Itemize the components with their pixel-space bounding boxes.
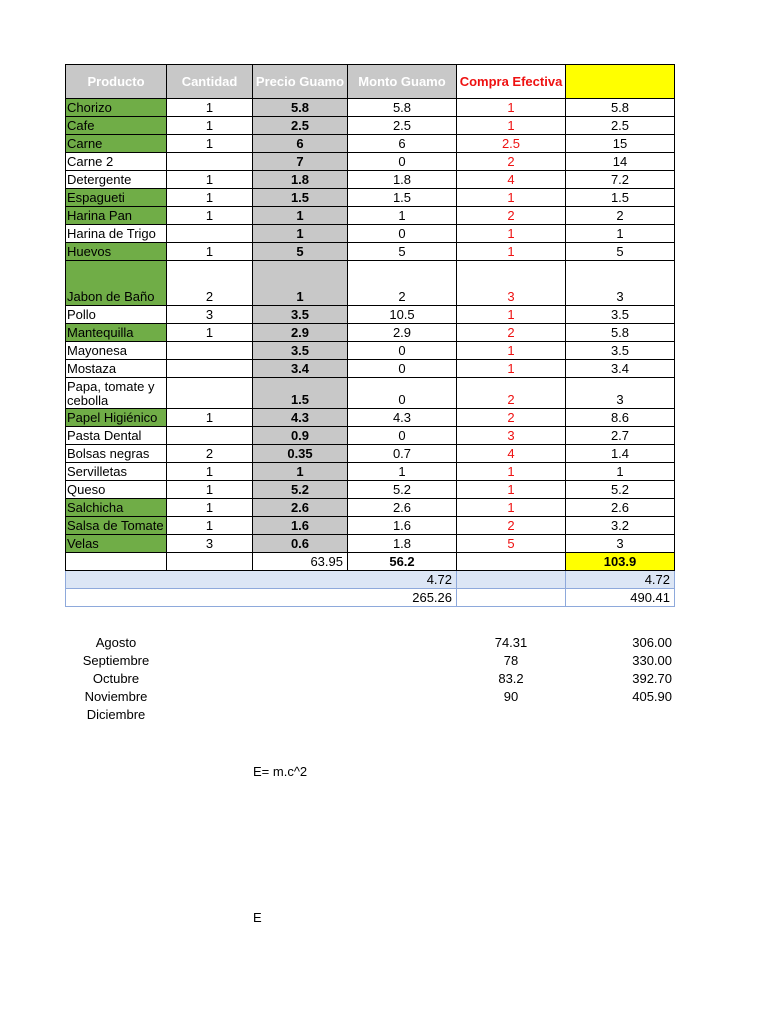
precio-cell[interactable]: 1.6 [253, 517, 348, 535]
monto-cell[interactable]: 0.7 [348, 445, 457, 463]
month-value-1[interactable]: 90 [503, 689, 519, 704]
monto-cell[interactable]: 2.5 [348, 117, 457, 135]
product-cell[interactable]: Mayonesa [66, 342, 167, 360]
conv-left-cell[interactable]: 265.26 [66, 589, 457, 607]
cantidad-cell[interactable]: 1 [167, 481, 253, 499]
precio-cell[interactable]: 3.5 [253, 306, 348, 324]
total-cell[interactable]: 3.5 [566, 342, 675, 360]
table-row [66, 360, 675, 378]
total-cell[interactable]: 1 [566, 225, 675, 243]
precio-sum-cell[interactable]: 63.95 [253, 553, 348, 571]
table-row [66, 342, 675, 360]
cantidad-cell[interactable]: 1 [167, 499, 253, 517]
compra-cell[interactable]: 2 [457, 378, 566, 409]
total-cell[interactable]: 15 [566, 135, 675, 153]
product-cell[interactable]: Mantequilla [66, 324, 167, 342]
total-cell[interactable]: 3.2 [566, 517, 675, 535]
rate-row [66, 571, 675, 589]
cantidad-cell[interactable]: 1 [167, 409, 253, 427]
monto-cell[interactable]: 0 [348, 225, 457, 243]
cantidad-cell[interactable]: 1 [167, 207, 253, 225]
monto-cell[interactable]: 1.8 [348, 535, 457, 553]
cantidad-cell[interactable]: 2 [167, 261, 253, 306]
precio-cell[interactable]: 2.5 [253, 117, 348, 135]
month-value-2[interactable]: 405.90 [632, 689, 672, 704]
total-cell[interactable]: 1.5 [566, 189, 675, 207]
product-cell[interactable]: Cafe [66, 117, 167, 135]
product-cell[interactable]: Salsa de Tomate [66, 517, 167, 535]
cantidad-cell[interactable]: 1 [167, 117, 253, 135]
cantidad-cell[interactable]: 1 [167, 243, 253, 261]
precio-cell[interactable]: 2.6 [253, 499, 348, 517]
table-row [66, 535, 675, 553]
compra-cell[interactable]: 3 [457, 261, 566, 306]
cantidad-cell[interactable]: 1 [167, 463, 253, 481]
total-cell[interactable]: 2.6 [566, 499, 675, 517]
product-cell[interactable]: Papel Higiénico [66, 409, 167, 427]
product-cell[interactable]: Queso [66, 481, 167, 499]
table-row [66, 427, 675, 445]
precio-cell[interactable]: 1 [253, 207, 348, 225]
product-cell[interactable]: Pasta Dental [66, 427, 167, 445]
product-cell[interactable]: Papa, tomate y cebolla [66, 378, 167, 409]
header-row [66, 65, 675, 99]
cantidad-cell[interactable]: 1 [167, 517, 253, 535]
compra-cell[interactable]: 2 [457, 409, 566, 427]
table-row [66, 117, 675, 135]
product-cell[interactable]: Huevos [66, 243, 167, 261]
compra-cell[interactable]: 3 [457, 427, 566, 445]
table-row [66, 499, 675, 517]
compra-cell[interactable]: 4 [457, 171, 566, 189]
month-value-1[interactable]: 78 [503, 653, 519, 668]
table-row [66, 261, 675, 306]
table-row [66, 171, 675, 189]
compra-cell[interactable]: 1 [457, 306, 566, 324]
total-cell[interactable]: 5.2 [566, 481, 675, 499]
totals-empty-1[interactable] [66, 553, 167, 571]
monto-cell[interactable]: 10.5 [348, 306, 457, 324]
total-cell[interactable]: 3.5 [566, 306, 675, 324]
product-cell[interactable]: Harina de Trigo [66, 225, 167, 243]
cantidad-cell[interactable] [167, 225, 253, 243]
table-row [66, 463, 675, 481]
precio-cell[interactable]: 0.6 [253, 535, 348, 553]
precio-cell[interactable]: 1.5 [253, 378, 348, 409]
cantidad-cell[interactable] [167, 427, 253, 445]
total-cell[interactable]: 3 [566, 261, 675, 306]
product-cell[interactable]: Chorizo [66, 99, 167, 117]
precio-cell[interactable]: 3.4 [253, 360, 348, 378]
cantidad-cell[interactable]: 3 [167, 306, 253, 324]
total-cell[interactable]: 1 [566, 463, 675, 481]
compra-cell[interactable]: 2.5 [457, 135, 566, 153]
product-cell[interactable]: Salchicha [66, 499, 167, 517]
product-cell[interactable]: Pollo [66, 306, 167, 324]
precio-cell[interactable]: 7 [253, 153, 348, 171]
precio-cell[interactable]: 5 [253, 243, 348, 261]
monto-cell[interactable]: 6 [348, 135, 457, 153]
header-compra[interactable]: Compra Efectiva [457, 65, 566, 99]
precio-cell[interactable]: 1 [253, 225, 348, 243]
compra-cell[interactable]: 1 [457, 499, 566, 517]
header-precio[interactable]: Precio Guamo [253, 65, 348, 99]
monto-cell[interactable]: 1.5 [348, 189, 457, 207]
total-cell[interactable]: 2 [566, 207, 675, 225]
precio-cell[interactable]: 4.3 [253, 409, 348, 427]
spreadsheet-table [65, 64, 675, 607]
month-name[interactable]: Diciembre [86, 707, 146, 722]
monto-cell[interactable]: 0 [348, 342, 457, 360]
table-row [66, 481, 675, 499]
month-name[interactable]: Septiembre [82, 653, 150, 668]
table-row [66, 225, 675, 243]
header-cantidad[interactable]: Cantidad [167, 65, 253, 99]
header-extra[interactable] [566, 65, 675, 99]
month-value-2[interactable]: 330.00 [632, 653, 672, 668]
table-row [66, 378, 675, 409]
precio-cell[interactable]: 1 [253, 261, 348, 306]
table-row [66, 306, 675, 324]
cantidad-cell[interactable] [167, 378, 253, 409]
month-name[interactable]: Octubre [92, 671, 140, 686]
total-cell[interactable]: 7.2 [566, 171, 675, 189]
cantidad-cell[interactable]: 1 [167, 189, 253, 207]
precio-cell[interactable]: 1.8 [253, 171, 348, 189]
table-row [66, 153, 675, 171]
month-row [66, 652, 686, 670]
month-value-1[interactable]: 83.2 [498, 671, 524, 686]
precio-cell[interactable]: 3.5 [253, 342, 348, 360]
total-cell[interactable]: 2.5 [566, 117, 675, 135]
compra-cell[interactable]: 1 [457, 99, 566, 117]
month-name[interactable]: Noviembre [84, 689, 148, 704]
compra-cell[interactable]: 4 [457, 445, 566, 463]
conv-right-cell[interactable]: 490.41 [566, 589, 675, 607]
product-cell[interactable]: Espagueti [66, 189, 167, 207]
precio-cell[interactable]: 0.9 [253, 427, 348, 445]
rate-empty[interactable] [457, 571, 566, 589]
total-cell[interactable]: 5.8 [566, 324, 675, 342]
compra-cell[interactable]: 1 [457, 243, 566, 261]
compra-cell[interactable]: 2 [457, 517, 566, 535]
month-name[interactable]: Agosto [95, 635, 137, 650]
month-value-2[interactable]: 306.00 [632, 635, 672, 650]
total-cell[interactable]: 3 [566, 378, 675, 409]
conversion-row [66, 589, 675, 607]
monto-cell[interactable]: 1 [348, 207, 457, 225]
cantidad-cell[interactable] [167, 153, 253, 171]
total-cell[interactable]: 1.4 [566, 445, 675, 463]
product-cell[interactable]: Detergente [66, 171, 167, 189]
monto-cell[interactable]: 0 [348, 427, 457, 445]
cantidad-cell[interactable] [167, 342, 253, 360]
compra-cell[interactable]: 1 [457, 463, 566, 481]
compra-cell[interactable]: 2 [457, 324, 566, 342]
monto-cell[interactable]: 1 [348, 463, 457, 481]
header-monto[interactable]: Monto Guamo [348, 65, 457, 99]
monthly-summary [66, 634, 686, 724]
table-row [66, 445, 675, 463]
compra-cell[interactable]: 1 [457, 117, 566, 135]
header-producto[interactable]: Producto [66, 65, 167, 99]
compra-cell[interactable]: 2 [457, 153, 566, 171]
product-cell[interactable]: Harina Pan [66, 207, 167, 225]
total-cell[interactable]: 2.7 [566, 427, 675, 445]
month-value-2[interactable]: 392.70 [632, 671, 672, 686]
month-row [66, 670, 686, 688]
precio-cell[interactable]: 1 [253, 463, 348, 481]
totals-row [66, 553, 675, 571]
monto-cell[interactable]: 5 [348, 243, 457, 261]
monto-cell[interactable]: 0 [348, 360, 457, 378]
compra-cell[interactable]: 1 [457, 342, 566, 360]
month-value-1[interactable]: 74.31 [494, 635, 528, 650]
compra-cell[interactable]: 2 [457, 207, 566, 225]
precio-cell[interactable]: 5.8 [253, 99, 348, 117]
precio-cell[interactable]: 1.5 [253, 189, 348, 207]
table-row [66, 135, 675, 153]
total-cell[interactable]: 5.8 [566, 99, 675, 117]
compra-cell[interactable]: 1 [457, 481, 566, 499]
table-row [66, 409, 675, 427]
conv-empty[interactable] [457, 589, 566, 607]
table-row [66, 207, 675, 225]
precio-cell[interactable]: 6 [253, 135, 348, 153]
monto-cell[interactable]: 4.3 [348, 409, 457, 427]
table-row [66, 189, 675, 207]
total-sum-cell[interactable]: 103.9 [566, 553, 675, 571]
table-row [66, 324, 675, 342]
total-cell[interactable]: 8.6 [566, 409, 675, 427]
product-cell[interactable]: Carne [66, 135, 167, 153]
monto-cell[interactable]: 5.2 [348, 481, 457, 499]
product-cell[interactable]: Carne 2 [66, 153, 167, 171]
product-cell[interactable]: Velas [66, 535, 167, 553]
table-row [66, 517, 675, 535]
formula-text-2[interactable]: E [253, 910, 262, 925]
monto-cell[interactable]: 1.8 [348, 171, 457, 189]
product-cell[interactable]: Jabon de Baño [66, 261, 167, 306]
cantidad-cell[interactable]: 1 [167, 99, 253, 117]
cantidad-cell[interactable]: 2 [167, 445, 253, 463]
compra-cell[interactable]: 1 [457, 360, 566, 378]
compra-cell[interactable]: 1 [457, 189, 566, 207]
cantidad-cell[interactable] [167, 360, 253, 378]
total-cell[interactable]: 14 [566, 153, 675, 171]
totals-empty-2[interactable] [167, 553, 253, 571]
total-cell[interactable]: 3.4 [566, 360, 675, 378]
month-row [66, 688, 686, 706]
monto-cell[interactable]: 2.6 [348, 499, 457, 517]
total-cell[interactable]: 3 [566, 535, 675, 553]
cantidad-cell[interactable]: 1 [167, 324, 253, 342]
totals-empty-3[interactable] [457, 553, 566, 571]
rate-left-cell[interactable]: 4.72 [66, 571, 457, 589]
product-cell[interactable]: Servilletas [66, 463, 167, 481]
monto-cell[interactable]: 2.9 [348, 324, 457, 342]
monto-sum-cell[interactable]: 56.2 [348, 553, 457, 571]
product-cell[interactable]: Mostaza [66, 360, 167, 378]
product-cell[interactable]: Bolsas negras [66, 445, 167, 463]
cantidad-cell[interactable]: 1 [167, 135, 253, 153]
monto-cell[interactable]: 2 [348, 261, 457, 306]
cantidad-cell[interactable]: 3 [167, 535, 253, 553]
month-row [66, 706, 686, 724]
precio-cell[interactable]: 5.2 [253, 481, 348, 499]
table-row [66, 99, 675, 117]
compra-cell[interactable]: 5 [457, 535, 566, 553]
rate-right-cell[interactable]: 4.72 [566, 571, 675, 589]
compra-cell[interactable]: 1 [457, 225, 566, 243]
cantidad-cell[interactable]: 1 [167, 171, 253, 189]
month-row [66, 634, 686, 652]
monto-cell[interactable]: 1.6 [348, 517, 457, 535]
total-cell[interactable]: 5 [566, 243, 675, 261]
table-row [66, 243, 675, 261]
monto-cell[interactable]: 0 [348, 153, 457, 171]
formula-text[interactable]: E= m.c^2 [253, 764, 308, 779]
precio-cell[interactable]: 0.35 [253, 445, 348, 463]
monto-cell[interactable]: 0 [348, 378, 457, 409]
precio-cell[interactable]: 2.9 [253, 324, 348, 342]
monto-cell[interactable]: 5.8 [348, 99, 457, 117]
